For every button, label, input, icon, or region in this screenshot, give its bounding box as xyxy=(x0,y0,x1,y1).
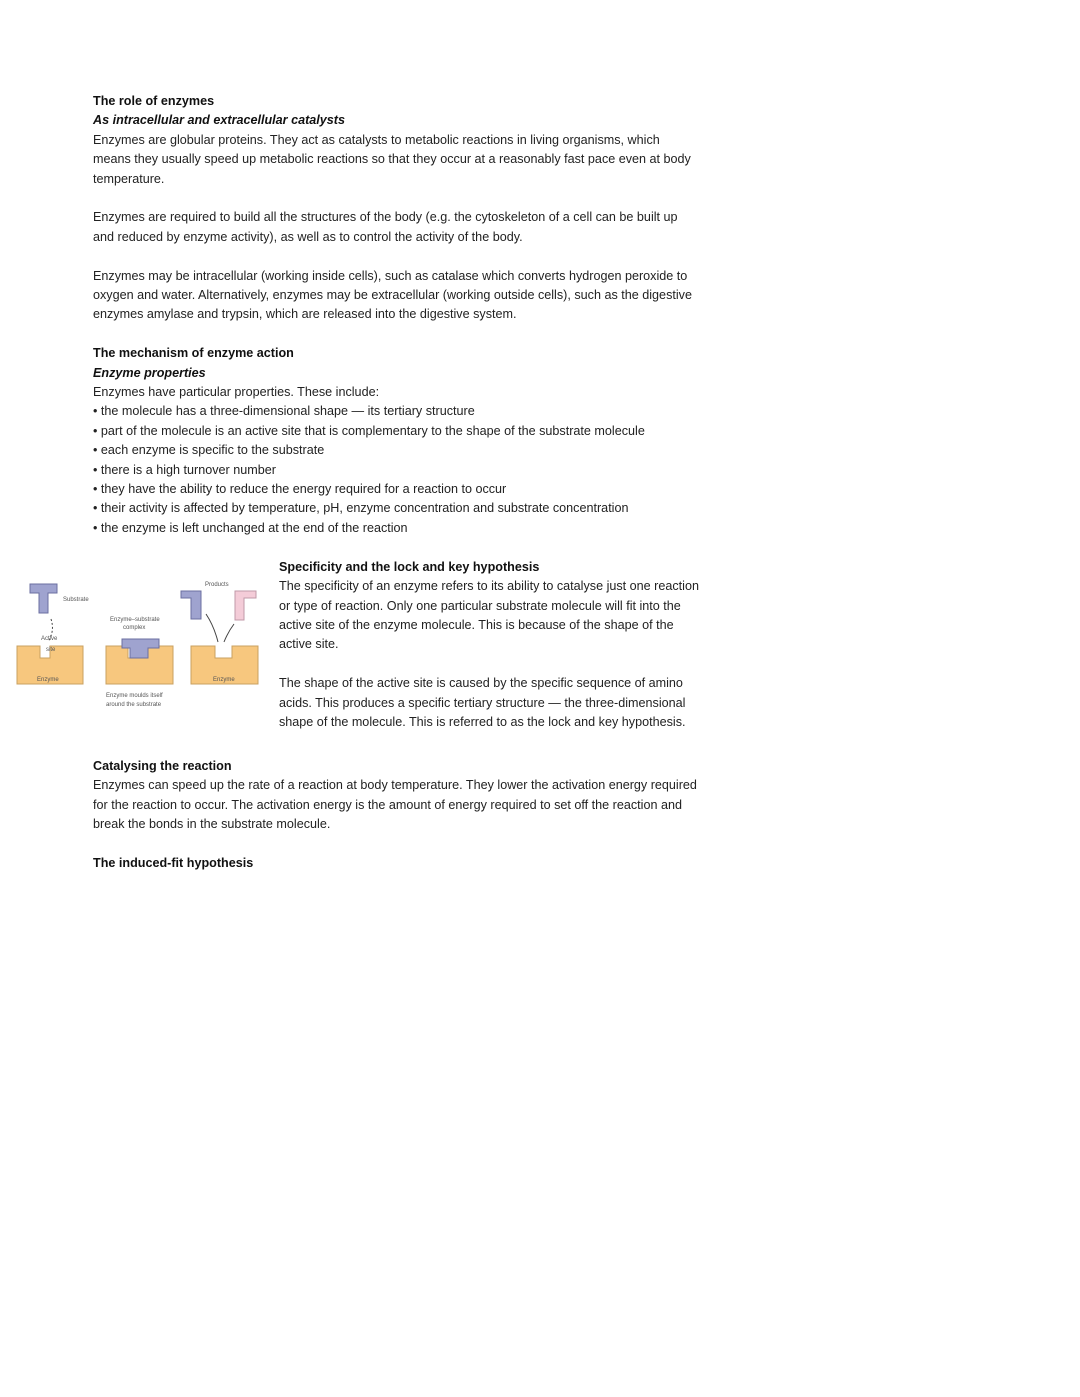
paragraph: Enzymes have particular properties. These include: xyxy=(93,385,380,400)
label-enzyme-2: Enzyme xyxy=(213,676,235,683)
heading-induced-fit: The induced-fit hypothesis xyxy=(93,856,254,871)
subheading-properties: Enzyme properties xyxy=(93,365,206,380)
bullet-item: • the molecule has a three-dimensional shape — its tertiary structure xyxy=(93,404,475,419)
label-products: Products xyxy=(205,581,229,588)
document xyxy=(37,92,699,874)
label-substrate: Substrate xyxy=(63,596,89,603)
product-2 xyxy=(235,591,256,620)
paragraph: Enzymes can speed up the rate of a reaction at body temperature. They lower the activation energy required for the reaction to occur. The activation energy is the amount of energy required to set off the reaction and break the bonds in the substrate molecule. xyxy=(93,778,697,832)
paragraph: The shape of the active site is caused by the specific sequence of amino acids. This produces a specific tertiary structure — the three-dimensional shape of the molecule. This is referred to as the lock and key hypothesis. xyxy=(279,676,686,729)
product-1 xyxy=(181,591,201,619)
paragraph: The specificity of an enzyme refers to its ability to catalyse just one reaction or type of reaction. Only one particular substrate molecule will fit into the active site of the enzyme molecule. This is because of the shape of the active site. xyxy=(279,579,699,652)
bullet-item: • they have the ability to reduce the energy required for a reaction to occur xyxy=(93,482,507,497)
label-complex-2: complex xyxy=(123,624,146,631)
paragraph: Enzymes may be intracellular (working inside cells), such as catalase which converts hydrogen peroxide to oxygen and water. Alternatively, enzymes may be extracellular (working outside cells), such as the digestive enzymes amylase and trypsin, which are released into the digestive system. xyxy=(93,268,692,322)
heading-role-of-enzymes: The role of enzymes xyxy=(93,94,215,108)
label-active: Active xyxy=(41,635,58,642)
paragraph: Enzymes are required to build all the structures of the body (e.g. the cytoskeleton of a cell can be built up and reduced by enzyme activity), as well as to control the activity of the body. xyxy=(93,210,678,244)
bullet-item: • their activity is affected by temperature, pH, enzyme concentration and substrate concentration xyxy=(93,501,629,516)
label-enzyme: Enzyme xyxy=(37,676,59,683)
lock-and-key-diagram xyxy=(10,558,279,738)
heading-catalysing: Catalysing the reaction xyxy=(93,759,232,774)
bullet-item: • each enzyme is specific to the substrate xyxy=(93,443,325,458)
substrate-shape xyxy=(30,584,57,613)
label-moulds: Enzyme moulds itself xyxy=(106,692,163,699)
bullet-item: • part of the molecule is an active site that is complementary to the shape of the substrate molecule xyxy=(93,423,645,438)
bullet-item: • the enzyme is left unchanged at the end of the reaction xyxy=(93,520,408,535)
paragraph: Enzymes are globular proteins. They act as catalysts to metabolic reactions in living organisms, which means they usually speed up metabolic reactions so that they occur at a reasonably fast pace even at body temperature. xyxy=(93,132,691,186)
label-complex: Enzyme–substrate xyxy=(110,616,160,623)
label-moulds-2: around the substrate xyxy=(106,701,162,708)
heading-mechanism: The mechanism of enzyme action xyxy=(93,346,294,361)
bullet-item: • there is a high turnover number xyxy=(93,462,276,477)
label-site: site xyxy=(46,646,56,653)
subheading-catalysts: As intracellular and extracellular catalysts xyxy=(93,113,345,128)
heading-specificity: Specificity and the lock and key hypothesis xyxy=(279,559,540,574)
